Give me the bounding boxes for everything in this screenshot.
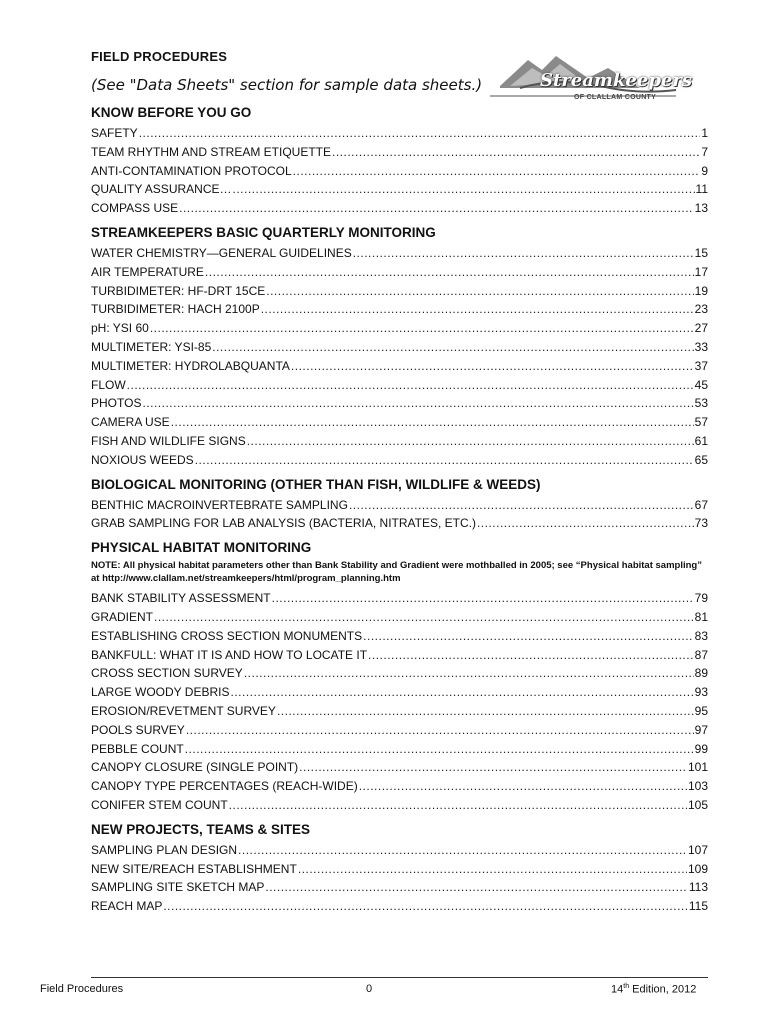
toc-leader-dots (368, 646, 694, 665)
toc-leader-dots (291, 357, 694, 376)
footer-page-number: 0 (366, 983, 373, 995)
toc-entry-label: CROSS SECTION SURVEY (91, 666, 243, 681)
toc-entry (91, 413, 708, 432)
toc-entry (91, 496, 708, 515)
toc-entry-page: 65 (694, 452, 708, 467)
toc-entry-label: CANOPY TYPE PERCENTAGES (REACH-WIDE) (91, 779, 358, 794)
toc-entry (91, 394, 708, 413)
toc-entry-page: 15 (694, 245, 708, 260)
toc-entry (91, 451, 708, 470)
toc-entry-label: FISH AND WILDLIFE SIGNS (91, 433, 246, 448)
toc-entry-label: CANOPY CLOSURE (SINGLE POINT) (91, 760, 299, 775)
toc-entry-label: PEBBLE COUNT (91, 741, 184, 756)
toc-leader-dots (186, 721, 694, 740)
toc-leader-dots (265, 878, 687, 897)
edition-text: Edition, 2012 (629, 983, 697, 996)
toc-entry (91, 702, 708, 721)
toc-entry-label: TEAM RHYTHM AND STREAM ETIQUETTE (91, 144, 332, 159)
toc-entry (91, 162, 708, 181)
toc-entry (91, 664, 708, 683)
toc-entry-label: QUALITY ASSURANCE… (91, 182, 232, 197)
toc-entry (91, 796, 708, 815)
toc-entry (91, 878, 708, 897)
toc-entry (91, 357, 708, 376)
toc-entry-label: NEW SITE/REACH ESTABLISHMENT (91, 861, 297, 876)
toc-entry-page: 9 (701, 163, 708, 178)
toc-entry-page: 7 (701, 144, 708, 159)
toc-entry-page: 45 (694, 377, 708, 392)
logo-subtitle: OF CLALLAM COUNTY (574, 94, 657, 101)
section-heading: PHYSICAL HABITAT MONITORING (91, 540, 312, 556)
toc-leader-dots (212, 338, 693, 357)
toc-leader-dots (185, 740, 694, 759)
toc-leader-dots (293, 162, 701, 181)
section-note: NOTE: All physical habitat parameters other than Bank Stability and Gradient were mothballed in 2005; see “Physical habitat sampling” at http://www.clallam.net/streamkeepers/html/program_planning.htm (91, 560, 702, 585)
toc-entry-label: CONIFER STEM COUNT (91, 797, 228, 812)
toc-leader-dots (349, 496, 694, 515)
streamkeepers-logo (490, 52, 692, 108)
toc-entry-page: 99 (694, 741, 708, 756)
toc-leader-dots (244, 664, 694, 683)
toc-entry-label: ANTI-CONTAMINATION PROTOCOL (91, 163, 292, 178)
toc-entry-label: NOXIOUS WEEDS (91, 452, 194, 467)
toc-entry-label: PHOTOS (91, 396, 142, 411)
section-heading: STREAMKEEPERS BASIC QUARTERLY MONITORING (91, 224, 436, 240)
toc-entry-label: LARGE WOODY DEBRIS (91, 685, 230, 700)
toc-leader-dots (142, 394, 693, 413)
toc-entry-label: SAFETY (91, 126, 138, 140)
toc-leader-dots (277, 702, 694, 721)
toc-leader-dots (127, 376, 694, 395)
toc-entry (91, 897, 708, 916)
toc-entry-page: 17 (694, 264, 708, 279)
toc-entry (91, 199, 708, 218)
toc-entry (91, 432, 708, 451)
toc-entry (91, 627, 708, 646)
toc-entry-label: TURBIDIMETER: HACH 2100P (91, 302, 260, 317)
toc-entry-page: 79 (694, 591, 708, 606)
toc-entry (91, 740, 708, 759)
table-of-contents (91, 102, 708, 916)
toc-entry-page: 115 (688, 899, 708, 914)
toc-entry-page: 101 (687, 760, 708, 775)
toc-entry-page: 109 (687, 861, 708, 876)
toc-leader-dots (266, 282, 693, 301)
toc-entry-page: 97 (694, 722, 708, 737)
toc-entry-page: 83 (694, 628, 708, 643)
toc-entry (91, 319, 708, 338)
toc-leader-dots (163, 897, 688, 916)
toc-entry-page: 95 (694, 703, 708, 718)
toc-leader-dots (195, 451, 694, 470)
toc-leader-dots (171, 413, 694, 432)
toc-entry-page: 27 (694, 321, 708, 336)
toc-entry (91, 282, 708, 301)
toc-leader-dots (477, 514, 694, 533)
toc-leader-dots (232, 180, 694, 199)
toc-leader-dots (298, 860, 687, 879)
toc-leader-dots (230, 683, 693, 702)
toc-leader-dots (154, 608, 694, 627)
toc-leader-dots (150, 319, 694, 338)
toc-entry-page: 105 (687, 797, 708, 812)
toc-entry-label: SAMPLING SITE SKETCH MAP (91, 880, 265, 895)
toc-entry (91, 143, 708, 162)
toc-entry (91, 608, 708, 627)
toc-entry (91, 777, 708, 796)
toc-entry-label: REACH MAP (91, 899, 163, 914)
toc-entry-page: 113 (688, 880, 708, 895)
toc-entry-label: pH: YSI 60 (91, 321, 149, 336)
toc-entry (91, 300, 708, 319)
footer-divider (91, 977, 708, 978)
toc-entry (91, 124, 708, 143)
toc-entry (91, 758, 708, 777)
toc-entry-label: TURBIDIMETER: HF-DRT 15CE (91, 283, 266, 298)
toc-leader-dots (229, 796, 687, 815)
toc-leader-dots (261, 300, 694, 319)
toc-entry (91, 376, 708, 395)
toc-entry-label: MULTIMETER: YSI-85 (91, 339, 212, 354)
toc-entry-label: WATER CHEMISTRY—GENERAL GUIDELINES (91, 245, 352, 260)
toc-entry-page: 93 (694, 685, 708, 700)
toc-entry-label: FLOW (91, 377, 126, 392)
toc-entry-page: 107 (687, 842, 708, 857)
edition-suffix: th (623, 983, 630, 990)
toc-entry-page: 13 (694, 201, 708, 216)
page-title: FIELD PROCEDURES (91, 49, 228, 64)
toc-entry (91, 180, 708, 199)
toc-entry-label: SAMPLING PLAN DESIGN (91, 842, 238, 857)
toc-entry-label: MULTIMETER: HYDROLABQUANTA (91, 358, 290, 373)
toc-entry (91, 683, 708, 702)
footer-title: Field Procedures (40, 983, 124, 995)
section-heading: NEW PROJECTS, TEAMS & SITES (91, 821, 311, 837)
toc-entry-page: 37 (694, 358, 708, 373)
toc-entry (91, 514, 708, 533)
toc-leader-dots (299, 758, 687, 777)
toc-entry-page: 19 (694, 283, 708, 298)
toc-entry (91, 841, 708, 860)
toc-leader-dots (272, 589, 694, 608)
toc-entry-label: BENTHIC MACROINVERTEBRATE SAMPLING (91, 497, 348, 512)
toc-entry-label: EROSION/REVETMENT SURVEY (91, 703, 276, 718)
toc-entry-label: AIR TEMPERATURE (91, 264, 204, 279)
toc-entry-page: 61 (694, 433, 708, 448)
toc-leader-dots (363, 627, 693, 646)
edition-number: 14 (611, 983, 624, 996)
toc-entry-label: CAMERA USE (91, 415, 170, 430)
toc-entry (91, 244, 708, 263)
toc-entry-page: 23 (694, 302, 708, 317)
toc-leader-dots (247, 432, 694, 451)
toc-entry-page: 87 (694, 647, 708, 662)
footer-edition (611, 983, 696, 996)
toc-leader-dots (359, 777, 687, 796)
toc-entry-page: 57 (694, 415, 708, 430)
section-heading: KNOW BEFORE YOU GO (91, 105, 252, 120)
toc-entry-label: GRADIENT (91, 609, 154, 624)
toc-entry (91, 646, 708, 665)
toc-entry-label: GRAB SAMPLING FOR LAB ANALYSIS (BACTERIA, NITRATES, ETC.) (91, 516, 476, 531)
data-sheets-note: (See "Data Sheets" section for sample data sheets.) (91, 76, 483, 94)
toc-entry-page: 1 (701, 126, 708, 140)
toc-entry-label: POOLS SURVEY (91, 722, 185, 737)
toc-entry-label: BANK STABILITY ASSESSMENT (91, 591, 271, 606)
toc-leader-dots (353, 244, 694, 263)
toc-entry-page: 11 (695, 182, 708, 197)
toc-entry (91, 860, 708, 879)
section-heading: BIOLOGICAL MONITORING (OTHER THAN FISH, WILDLIFE & WEEDS) (91, 476, 541, 492)
toc-entry (91, 589, 708, 608)
toc-leader-dots (238, 841, 687, 860)
logo-wordmark: Streamkeepers (540, 70, 692, 91)
toc-entry-page: 103 (687, 779, 708, 794)
toc-entry-page: 73 (694, 516, 708, 531)
toc-entry-page: 89 (694, 666, 708, 681)
toc-entry-page: 81 (694, 609, 708, 624)
toc-entry-page: 33 (694, 339, 708, 354)
toc-entry (91, 263, 708, 282)
toc-entry (91, 338, 708, 357)
toc-leader-dots (332, 143, 700, 162)
toc-leader-dots (205, 263, 694, 282)
toc-leader-dots (139, 124, 701, 143)
toc-entry-label: BANKFULL: WHAT IT IS AND HOW TO LOCATE IT (91, 647, 368, 662)
toc-leader-dots (179, 199, 694, 218)
toc-entry (91, 721, 708, 740)
toc-entry-label: COMPASS USE (91, 201, 179, 216)
toc-entry-page: 53 (694, 396, 708, 411)
toc-entry-label: ESTABLISHING CROSS SECTION MONUMENTS (91, 628, 363, 643)
toc-entry-page: 67 (694, 497, 708, 512)
